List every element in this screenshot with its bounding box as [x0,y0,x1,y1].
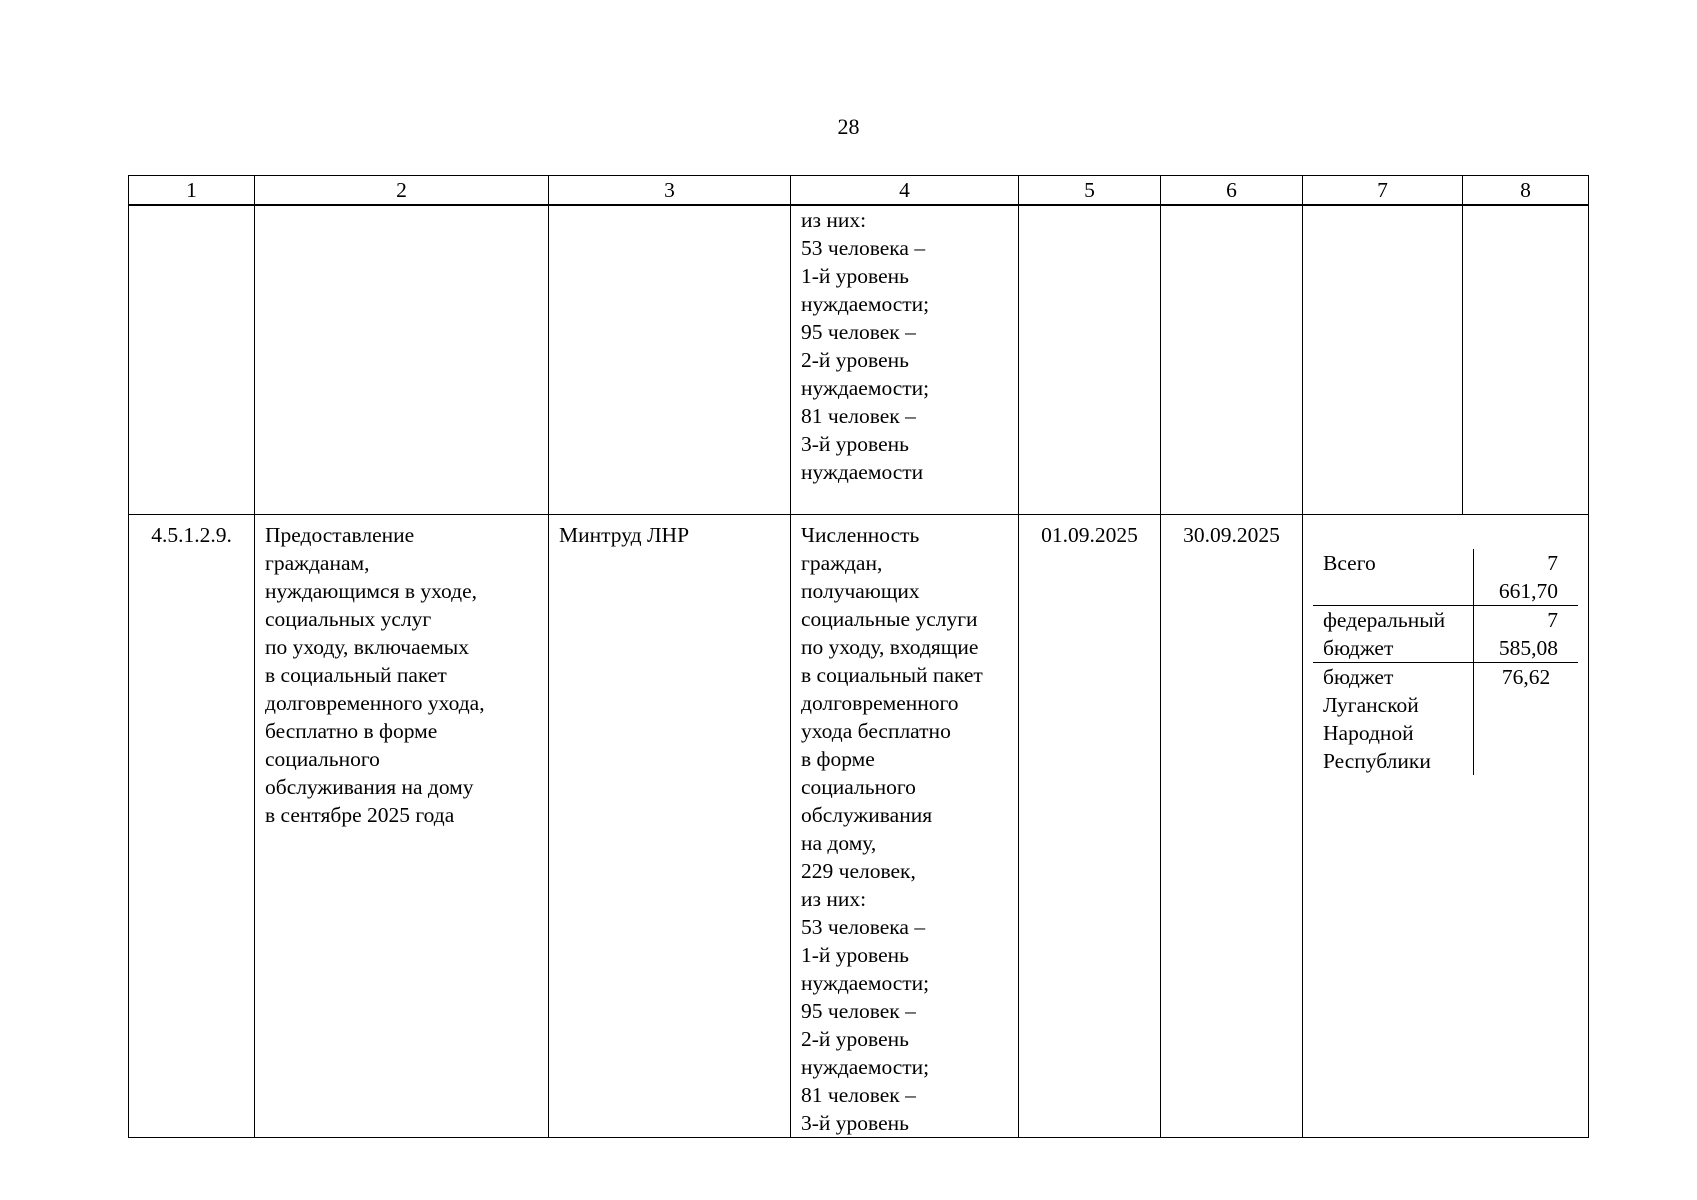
funding-source: Всего [1313,549,1474,606]
row-executor: Минтруд ЛНР [549,515,791,1138]
cont-cell-2 [255,205,549,515]
header-col-3: 3 [549,176,791,206]
row-start-date: 01.09.2025 [1019,515,1161,1138]
row-funding [1303,515,1589,1138]
funding-row-federal [1313,606,1578,663]
funding-amount: 76,62 [1501,665,1551,689]
cont-cell-1 [129,205,255,515]
cont-cell-8 [1463,205,1589,515]
cont-cell-3 [549,205,791,515]
table-row-continuation [129,205,1589,515]
funding-source: бюджет Луганской Народной Республики [1313,663,1474,776]
header-col-6: 6 [1161,176,1303,206]
row-number: 4.5.1.2.9. [129,515,255,1138]
row-measure-name: Предоставление гражданам, нуждающимся в уходе, социальных услуг по уходу, включаемых в социальный пакет долговременного ухода, бесплатно в форме социального обслуживания на дому в сентябре 2025 года [255,515,549,1138]
funding-amount: 7 661,70 [1474,549,1579,606]
cont-cell-7 [1303,205,1463,515]
header-col-8: 8 [1463,176,1589,206]
header-col-5: 5 [1019,176,1161,206]
funding-source: федеральный бюджет [1313,606,1474,663]
cont-cell-5 [1019,205,1161,515]
header-col-1: 1 [129,176,255,206]
table-header-row [129,176,1589,206]
plan-table [128,175,1589,1138]
header-col-4: 4 [791,176,1019,206]
cont-cell-6 [1161,205,1303,515]
row-end-date: 30.09.2025 [1161,515,1303,1138]
row-indicator: Численность граждан, получающих социальные услуги по уходу, входящие в социальный пакет долговременного ухода бесплатно в форме социального обслуживания на дому, 229 человек, из них: 53 человека – 1-й уровень нуждаемости; 95 человек – 2-й уровень нуждаемости; 81 человек – 3-й уровень [791,515,1019,1138]
header-col-2: 2 [255,176,549,206]
header-col-7: 7 [1303,176,1463,206]
table-row [129,515,1589,1138]
cont-cell-indicator: из них: 53 человека – 1-й уровень нуждаемости; 95 человек – 2-й уровень нуждаемости; 81 человек – 3-й уровень нуждаемости [791,205,1019,515]
funding-amount: 7 585,08 [1474,606,1579,663]
funding-row-total [1313,549,1578,606]
page-number: 28 [837,114,860,139]
funding-table [1313,549,1578,775]
funding-row-regional [1313,663,1578,776]
